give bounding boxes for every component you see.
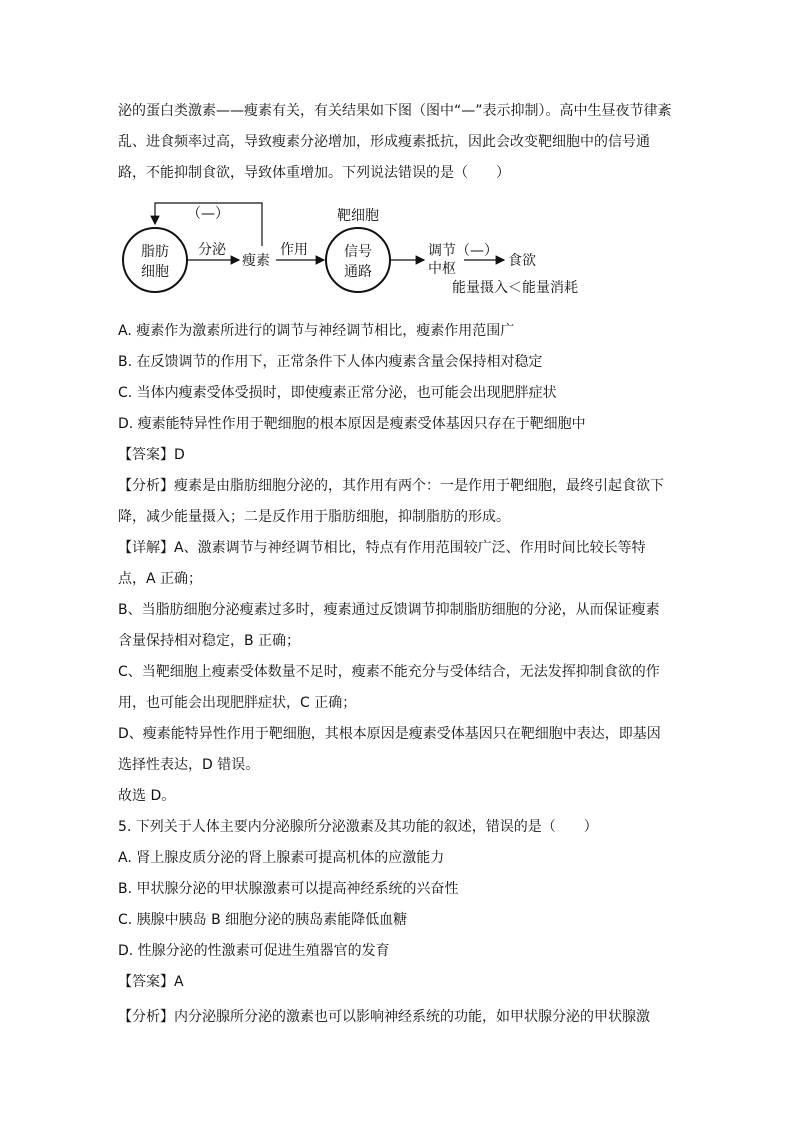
q4-answer: 【答案】D: [118, 447, 185, 463]
fat-cell-circle: [123, 228, 187, 292]
signal-label-2: 通路: [344, 264, 372, 280]
q4-detail-line-7: D、瘦素能特异性作用于靶细胞，其根本原因是瘦素受体基因只在靶细胞中表达，即基因: [118, 726, 661, 742]
target-cell-title: 靶细胞: [337, 208, 379, 224]
fat-cell-label-1: 脂肪: [141, 244, 169, 260]
secrete-label: 分泌: [198, 242, 226, 258]
q5-answer: 【答案】A: [118, 974, 184, 990]
q4-detail-line-3: B、当脂肪细胞分泌瘦素过多时，瘦素通过反馈调节抑制脂肪细胞的分泌，从而保证瘦素: [118, 602, 660, 618]
q4-detail-line-6: 用，也可能会出现肥胖症状，C 正确；: [118, 695, 357, 711]
appetite-label: 食欲: [508, 253, 536, 269]
q4-detail-line-2: 点，A 正确；: [118, 571, 203, 587]
q4-detail-line-8: 选择性表达，D 错误。: [118, 757, 260, 773]
q4-option-d: D. 瘦素能特异性作用于靶细胞的根本原因是瘦素受体基因只存在于靶细胞中: [118, 416, 586, 432]
q5-analysis-line-1: 【分析】内分泌腺所分泌的激素也可以影响神经系统的功能，如甲状腺分泌的甲状腺激: [118, 1009, 650, 1025]
leptin-label: 瘦素: [242, 253, 270, 269]
act-on-label: 作用: [280, 242, 308, 258]
q5-option-c: C. 胰腺中胰岛 B 细胞分泌的胰岛素能降低血糖: [118, 912, 408, 928]
regulation-center-label-2: 中枢: [428, 261, 456, 277]
q4-conclusion: 故选 D。: [118, 788, 176, 804]
energy-balance-label: 能量摄入＜能量消耗: [452, 280, 578, 296]
feedback-inhibit-label: （—）: [187, 206, 229, 222]
leptin-pathway-svg: [118, 196, 598, 308]
target-cell-circle: [326, 228, 390, 292]
q5-stem: 5. 下列关于人体主要内分泌腺所分泌激素及其功能的叙述，错误的是（ ）: [118, 819, 598, 835]
regulation-center-label-1: 调节（—）: [428, 243, 498, 259]
q5-option-b: B. 甲状腺分泌的甲状腺激素可以提高神经系统的兴奋性: [118, 881, 459, 897]
fat-cell-label-2: 细胞: [141, 264, 169, 280]
q4-option-c: C. 当体内瘦素受体受损时，即使瘦素正常分泌，也可能会出现肥胖症状: [118, 385, 557, 401]
q4-intro-line-1: 泌的蛋白类激素——瘦素有关，有关结果如下图（图中“—”表示抑制）。高中生昼夜节律紊: [118, 103, 672, 119]
q4-analysis-line-1: 【分析】瘦素是由脂肪细胞分泌的，其作用有两个：一是作用于靶细胞，最终引起食欲下: [118, 478, 664, 494]
leptin-pathway-diagram: [118, 196, 598, 308]
q4-intro-line-2: 乱、进食频率过高，导致瘦素分泌增加，形成瘦素抵抗，因此会改变靶细胞中的信号通: [118, 134, 650, 150]
q4-option-a: A. 瘦素作为激素所进行的调节与神经调节相比，瘦素作用范围广: [118, 323, 515, 339]
q4-analysis-line-2: 降，减少能量摄入；二是反作用于脂肪细胞，抑制脂肪的形成。: [118, 509, 510, 525]
q5-option-d: D. 性腺分泌的性激素可促进生殖器官的发育: [118, 943, 390, 959]
q4-intro-line-3: 路，不能抑制食欲，导致体重增加。下列说法错误的是（ ）: [118, 165, 510, 181]
q4-detail-line-4: 含量保持相对稳定，B 正确；: [118, 633, 301, 649]
q4-detail-line-5: C、当靶细胞上瘦素受体数量不足时，瘦素不能充分与受体结合，无法发挥抑制食欲的作: [118, 664, 660, 680]
signal-label-1: 信号: [344, 244, 372, 260]
q4-detail-line-1: 【详解】A、激素调节与神经调节相比，特点有作用范围较广泛、作用时间比较长等特: [118, 540, 646, 556]
q5-option-a: A. 肾上腺皮质分泌的肾上腺素可提高机体的应激能力: [118, 850, 445, 866]
q4-option-b: B. 在反馈调节的作用下，正常条件下人体内瘦素含量会保持相对稳定: [118, 354, 543, 370]
